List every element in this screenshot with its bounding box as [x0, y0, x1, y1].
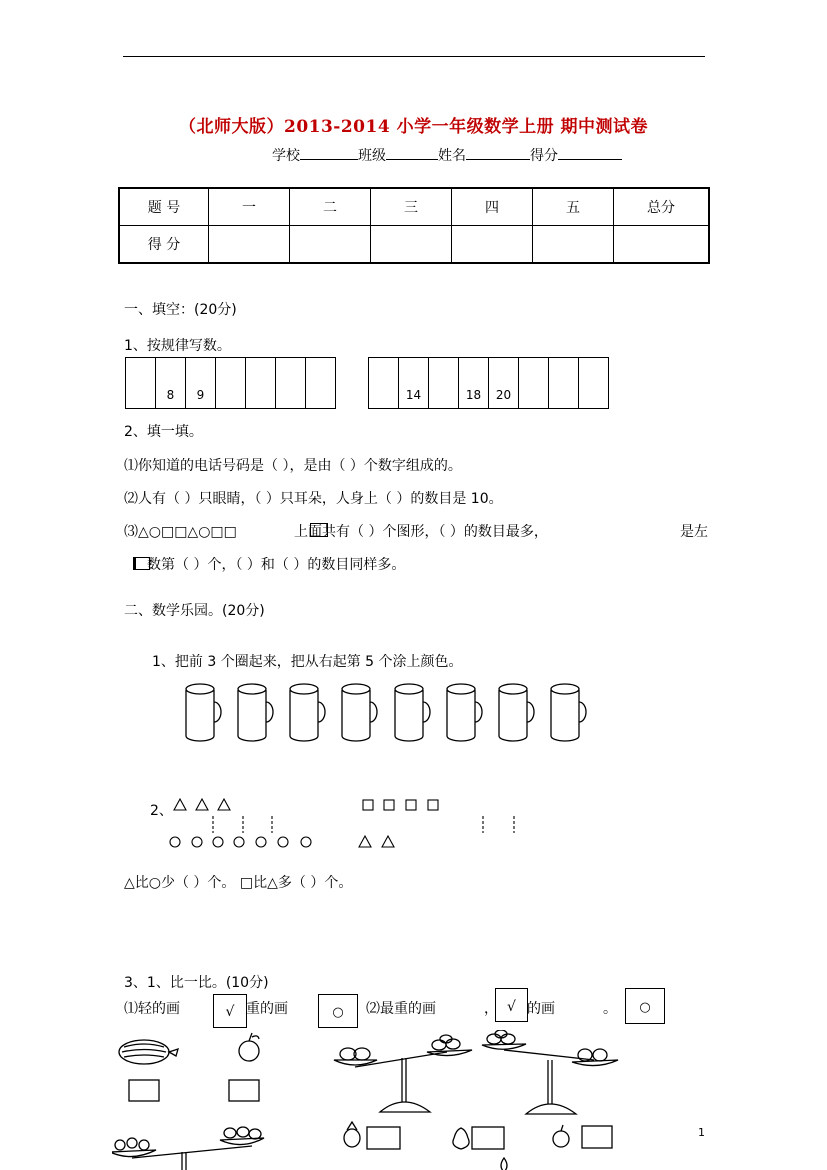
watermelon-icon — [119, 1040, 178, 1064]
cup-icon[interactable] — [238, 684, 273, 741]
score-cell[interactable] — [533, 226, 614, 264]
field-score-label: 得分 — [530, 148, 558, 164]
square-icon — [406, 800, 416, 810]
shape-matching-figure — [164, 796, 524, 856]
sequence-cell[interactable] — [276, 358, 306, 408]
circle-icon — [234, 837, 244, 847]
sequence-cell[interactable]: 14 — [399, 358, 429, 408]
cup-icon[interactable] — [499, 684, 534, 741]
section3-heading: 3、1、比一比。(10分) — [124, 975, 269, 991]
square-icon — [363, 800, 373, 810]
compare-line: △比○少（ ）个。 □比△多（ ）个。 — [124, 875, 353, 891]
apple-icon — [553, 1125, 569, 1147]
section1-q2: 2、填一填。 — [124, 424, 203, 440]
check-mark: √ — [225, 1004, 235, 1020]
cup-icon[interactable] — [447, 684, 482, 741]
section3-l1d: ， — [484, 1001, 498, 1017]
sequence-cell[interactable] — [126, 358, 156, 408]
score-cell[interactable] — [209, 226, 290, 264]
field-class-label: 班级 — [358, 148, 386, 164]
comparison-drawings — [112, 1030, 712, 1170]
circle-icon — [301, 837, 311, 847]
sequence-cell[interactable] — [246, 358, 276, 408]
circle-mark: ○ — [639, 1000, 651, 1015]
score-cell[interactable] — [452, 226, 533, 264]
score-table — [118, 187, 710, 264]
field-class-blank[interactable] — [386, 145, 438, 160]
sequence-row-1 — [125, 357, 336, 409]
fill-line-3-end: 是左 — [680, 524, 708, 540]
balance-scale-icon — [112, 1127, 264, 1170]
score-header-cell: 二 — [290, 188, 371, 226]
score-cell[interactable] — [290, 226, 371, 264]
page-number: 1 — [698, 1126, 705, 1139]
pear-icon — [501, 1158, 507, 1170]
field-school-label: 学校 — [272, 148, 300, 164]
section3-l1c: ⑵最重的画 — [366, 1001, 436, 1017]
sequence-cell[interactable] — [306, 358, 336, 408]
score-cell[interactable] — [371, 226, 452, 264]
sequence-cell[interactable] — [579, 358, 609, 408]
answer-box — [472, 1127, 504, 1149]
score-cell[interactable] — [614, 226, 710, 264]
triangle-icon — [359, 836, 371, 847]
sequence-cell[interactable]: 8 — [156, 358, 186, 408]
pear-icon — [453, 1128, 469, 1149]
fill-line-4: 数第（ ）个，（ ）和（ ）的数目同样多。 — [147, 557, 406, 573]
sequence-cell[interactable]: 20 — [489, 358, 519, 408]
circle-icon — [213, 837, 223, 847]
answer-box[interactable] — [495, 988, 528, 1022]
field-school-blank[interactable] — [300, 145, 358, 160]
fill-line-3-shapes: ⑶△○□□△○□□ — [124, 524, 237, 540]
score-row-label: 得 分 — [119, 226, 209, 264]
circle-icon — [192, 837, 202, 847]
score-header-cell: 题 号 — [119, 188, 209, 226]
score-header-cell: 五 — [533, 188, 614, 226]
score-header-cell: 总分 — [614, 188, 710, 226]
pineapple-icon — [344, 1122, 360, 1147]
cup-icon[interactable] — [395, 684, 430, 741]
section3-l1e: 的画 — [527, 1001, 555, 1017]
sequence-cell[interactable] — [216, 358, 246, 408]
answer-box — [582, 1126, 612, 1148]
sequence-row-2 — [368, 357, 609, 409]
apple-icon — [239, 1033, 259, 1061]
score-table-header-row — [119, 188, 709, 226]
sequence-cell[interactable] — [429, 358, 459, 408]
sequence-cell[interactable] — [549, 358, 579, 408]
answer-box[interactable] — [625, 988, 665, 1024]
answer-box — [229, 1080, 259, 1101]
field-score-blank[interactable] — [558, 145, 622, 160]
sequence-cell[interactable] — [369, 358, 399, 408]
section3-l1f: 。 — [603, 1001, 617, 1017]
answer-box — [129, 1080, 159, 1101]
cup-icon[interactable] — [342, 684, 377, 741]
circle-mark: ○ — [332, 1005, 344, 1020]
balance-scale-icon — [334, 1035, 472, 1112]
field-name-blank[interactable] — [466, 145, 530, 160]
field-name-label: 姓名 — [438, 148, 466, 164]
fill-line-3-text: 上面共有（ ）个图形，（ ）的数目最多， — [294, 524, 548, 540]
cups-row — [180, 680, 600, 742]
square-icon — [384, 800, 394, 810]
section1-q1: 1、按规律写数。 — [124, 338, 231, 354]
triangle-icon — [196, 799, 208, 810]
cup-icon[interactable] — [290, 684, 325, 741]
section2-q1: 1、把前 3 个圈起来，把从右起第 5 个涂上颜色。 — [152, 654, 463, 670]
score-table-score-row — [119, 226, 709, 264]
page-title: （北师大版）2013-2014 小学一年级数学上册 期中测试卷 — [178, 117, 649, 137]
sequence-cell[interactable] — [519, 358, 549, 408]
section3-l1b: 重的画 — [246, 1001, 288, 1017]
check-mark: √ — [507, 999, 516, 1015]
answer-box — [367, 1127, 400, 1149]
answer-box[interactable] — [213, 994, 247, 1028]
triangle-icon — [382, 836, 394, 847]
balance-scale-icon — [482, 1030, 618, 1114]
score-header-cell: 四 — [452, 188, 533, 226]
square-icon — [428, 800, 438, 810]
section2-heading: 二、数学乐园。(20分) — [124, 603, 265, 619]
square-icon — [310, 523, 328, 537]
triangle-icon — [218, 799, 230, 810]
circle-icon — [278, 837, 288, 847]
triangle-icon — [174, 799, 186, 810]
fill-line-2: ⑵人有（ ）只眼睛，（ ）只耳朵，人身上（ ）的数目是 10。 — [124, 491, 503, 507]
section3-l1a: ⑴轻的画 — [124, 1001, 180, 1017]
top-rule — [123, 56, 705, 57]
fill-line-1: ⑴你知道的电话号码是（ ），是由（ ）个数字组成的。 — [124, 458, 462, 474]
student-info-fields — [272, 145, 622, 165]
section1-heading: 一、填空：(20分) — [124, 302, 237, 318]
score-header-cell: 三 — [371, 188, 452, 226]
circle-icon — [170, 837, 180, 847]
section2-q2-label: 2、 — [150, 803, 173, 819]
circle-icon — [256, 837, 266, 847]
sequence-cell[interactable]: 18 — [459, 358, 489, 408]
cup-icon[interactable] — [551, 684, 586, 741]
score-header-cell: 一 — [209, 188, 290, 226]
cup-icon[interactable] — [186, 684, 221, 741]
answer-box[interactable] — [318, 994, 358, 1028]
sequence-cell[interactable]: 9 — [186, 358, 216, 408]
